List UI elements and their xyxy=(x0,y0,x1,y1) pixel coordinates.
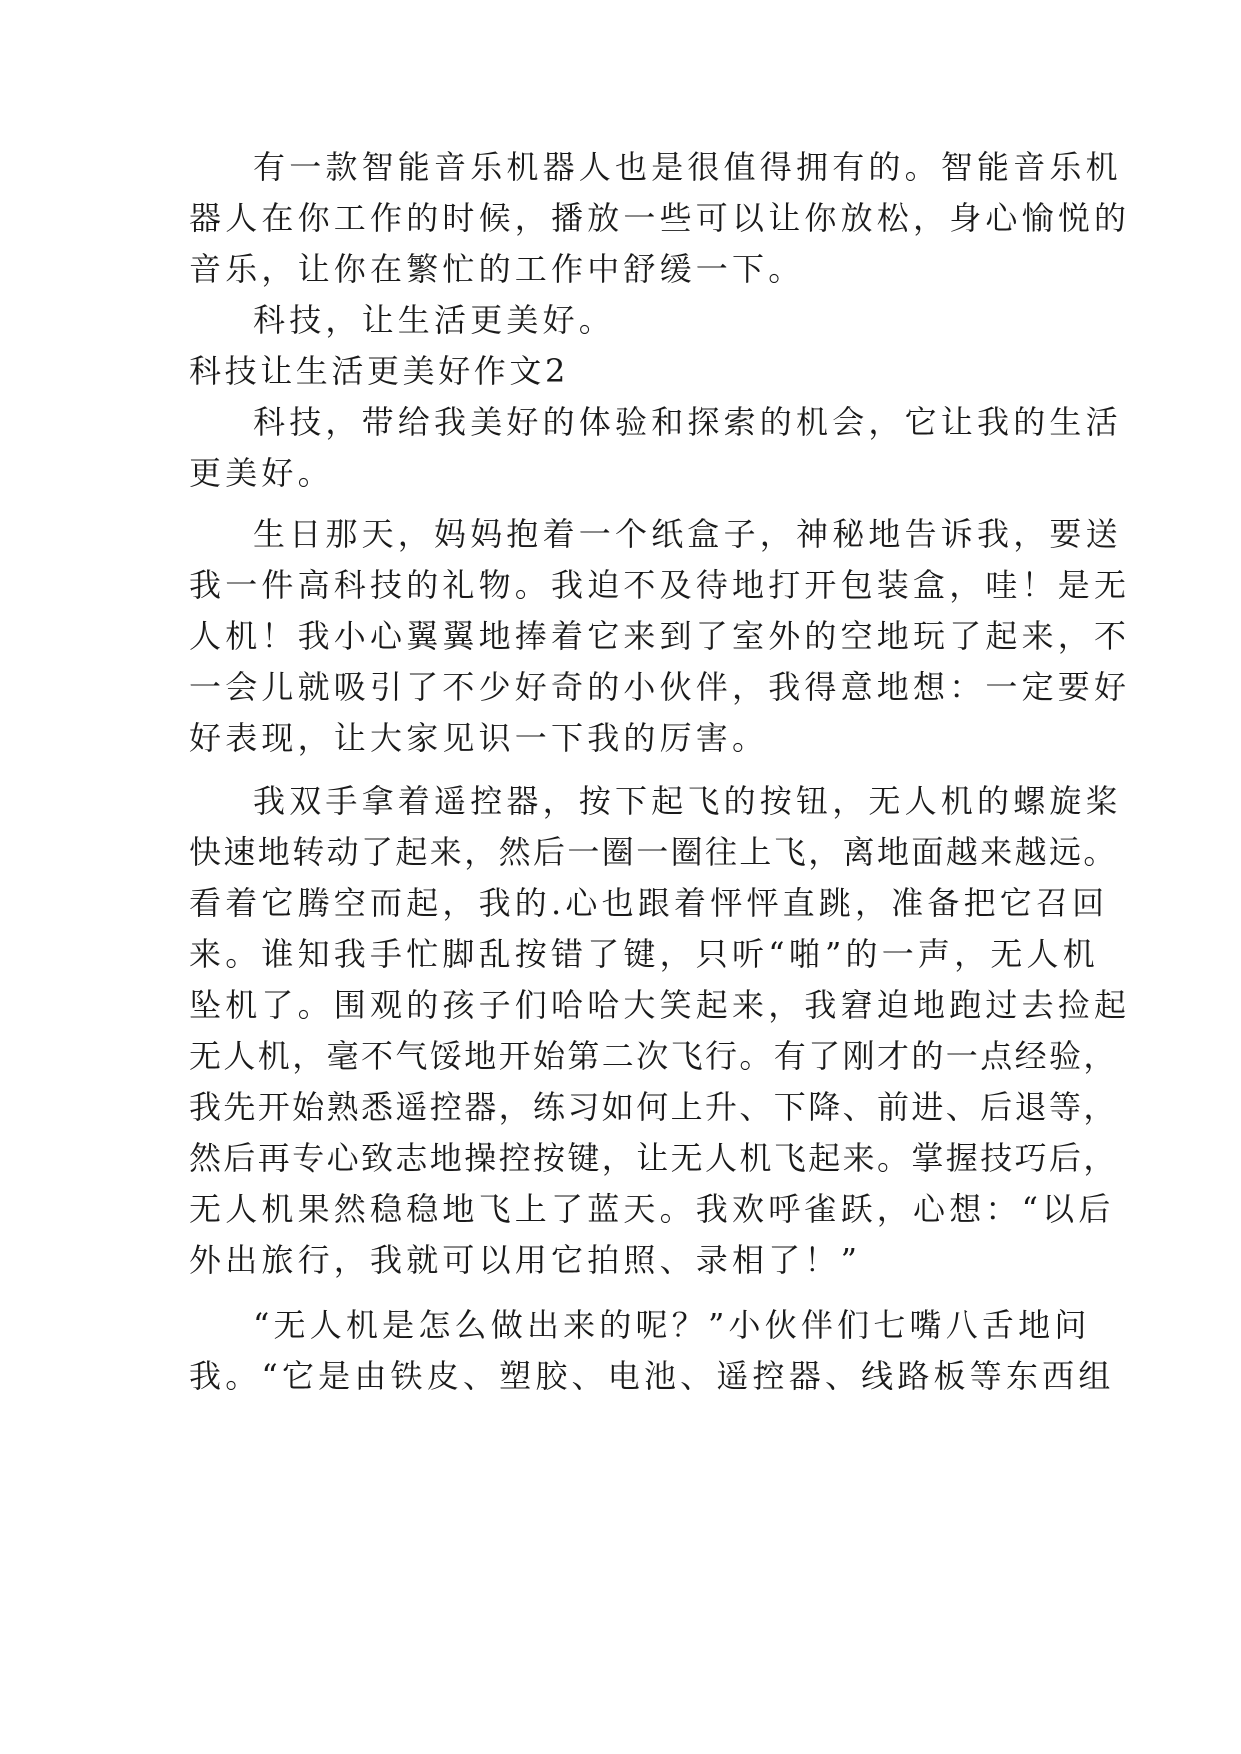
text-line: 看着它腾空而起，我的.心也跟着怦怦直跳，准备把它召回 xyxy=(189,884,1109,922)
text-line: 一会儿就吸引了不少好奇的小伙伴，我得意地想：一定要好 xyxy=(189,668,1131,706)
text-line: 科技，让生活更美好。 xyxy=(253,301,616,339)
text-line: 我。“它是由铁皮、塑胶、电池、遥控器、线路板等东西组 xyxy=(189,1357,1115,1395)
text-line: 科技，带给我美好的体验和探索的机会，它让我的生活 xyxy=(253,403,1122,441)
text-line: 有一款智能音乐机器人也是很值得拥有的。智能音乐机 xyxy=(253,148,1122,186)
text-line: 我双手拿着遥控器，按下起飞的按钮，无人机的螺旋桨 xyxy=(253,782,1122,820)
text-line: 更美好。 xyxy=(189,454,334,492)
text-line: 我一件高科技的礼物。我迫不及待地打开包装盒，哇！是无 xyxy=(189,566,1131,604)
text-line: 来。谁知我手忙脚乱按错了键，只听“啪”的一声，无人机 xyxy=(189,935,1099,973)
text-line: 生日那天，妈妈抱着一个纸盒子，神秘地告诉我，要送 xyxy=(253,515,1122,553)
text-line: 无人机，毫不气馁地开始第二次飞行。有了刚才的一点经验， xyxy=(189,1037,1118,1075)
text-line: 器人在你工作的时候，播放一些可以让你放松，身心愉悦的 xyxy=(189,199,1131,237)
text-line: 坠机了。围观的孩子们哈哈大笑起来，我窘迫地跑过去捡起 xyxy=(189,986,1131,1024)
heading-text: 科技让生活更美好作文2 xyxy=(189,352,569,390)
text-line: 人机！我小心翼翼地捧着它来到了室外的空地玩了起来，不 xyxy=(189,617,1131,655)
text-line: 无人机果然稳稳地飞上了蓝天。我欢呼雀跃，心想：“以后 xyxy=(189,1190,1115,1228)
text-line: 外出旅行，我就可以用它拍照、录相了！” xyxy=(189,1241,862,1279)
text-line: 快速地转动了起来，然后一圈一圈往上飞，离地面越来越远。 xyxy=(189,833,1118,871)
text-line: 我先开始熟悉遥控器，练习如何上升、下降、前进、后退等， xyxy=(189,1088,1118,1126)
text-line: 然后再专心致志地操控按键，让无人机飞起来。掌握技巧后， xyxy=(189,1139,1118,1177)
text-line: “无人机是怎么做出来的呢？”小伙伴们七嘴八舌地问 xyxy=(253,1306,1091,1344)
text-line: 好表现，让大家见识一下我的厉害。 xyxy=(189,719,769,757)
text-line: 音乐，让你在繁忙的工作中舒缓一下。 xyxy=(189,250,805,288)
